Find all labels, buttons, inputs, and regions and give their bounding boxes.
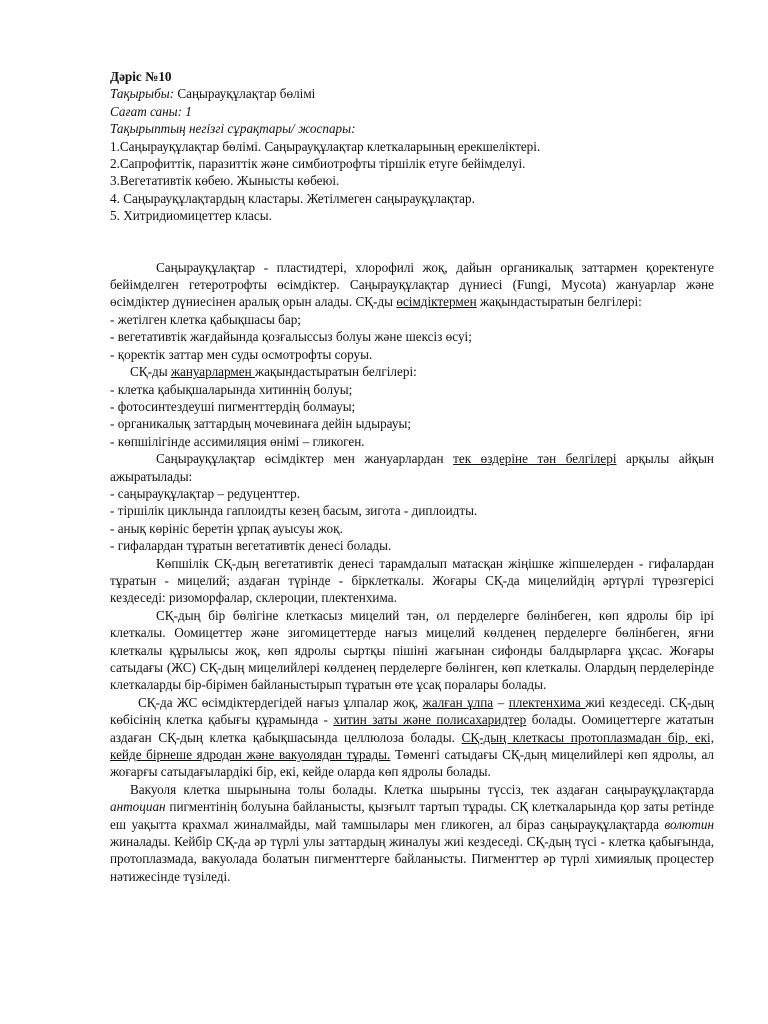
tissues-underline-3: хитин заты және полисахаридтер [333,712,527,728]
paragraph-septa: СҚ-дың бір бөлігіне клеткасыз мицелий тән, ол перделерге бөлінбеген, көп ядролы бір ірі клеткалы. Оомицеттер және зигомицеттерде нағыз мицелий көлденең перделерге бөлінбеген, яғни клеткалы құрылысы жоқ, көп ядролы сыртқы пішіні жағынан сифонды балдырларға ұқсас. Жоғары сатыдағы (ЖС) СҚ-дың мицелийлері көлденең перделерге бөлінген, көп клеткалы. Олардың перделерінде клеткаларды бір-бірімен байланыстырып тұратын өте ұсақ поралары болады. [110,607,714,693]
own-features-underline: тек өздеріне тән белгілері [453,451,617,467]
animal-list-item-2: - фотосинтездеуші пигменттердің болмауы; [110,398,356,414]
tissues-text-3: болады. Оомицеттерге жататын аздаған СҚ-дың клетка қабықшасында целлюлоза болады. [110,712,714,745]
plan-label: Тақырыптың негізгі сұрақтары/ жоспары: [110,121,356,137]
tissues-underline-1: жалған ұлпа [422,694,494,710]
vacuole-text-2: пигментінің болуына байланысты, қызғылт тартып тұрады. СҚ клеткаларында қор заты ретінде еш уақытта крахмал жиналмайды, май тамшылары мен гликоген, ал біраз саңырауқұлақтарда [110,799,714,832]
plan-item-5: 5. Хитридиомицеттер класы. [110,208,272,224]
plan-item-1: 1.Саңырауқұлақтар бөлімі. Саңырауқұлақтар клеткаларының ерекшеліктері. [110,138,541,154]
animal-list-item-4: - көпшілігінде ассимиляция өнімі – гликоген. [110,433,365,449]
vacuole-italic-2: волютин [664,816,714,832]
tissues-text-2: жиі кездеседі. СҚ-дың көбісінің клетка қабығы құрамында - [110,694,714,728]
paragraph-mycelium: Көпшілік СҚ-дың вегетативтік денесі тарамдалып матасқан жіңішке жіпшелерден - гифалардан тұратын - мицелий; аздаған түрінде - бірклеткалы. Жоғары СҚ-да мицелийдің әртүрлі түрөзгерісі кездеседі: ризоморфалар, склероции, плектенхима. [110,555,714,606]
animal-list-item-1: - клетка қабықшаларында хитиннің болуы; [110,381,353,397]
own-list-item-2: - тіршілік циклында гаплоидты кезең басым, зигота - диплоидты. [110,503,478,519]
plan-item-3: 3.Вегетативтік көбею. Жынысты көбеюі. [110,173,340,189]
paragraph-intro [110,259,714,311]
tissues-dash: – [493,694,509,710]
topic-line [110,85,714,102]
plant-list-item-3: - қоректік заттар мен суды осмотрофты соруы. [110,346,373,362]
own-list-item-1: - саңырауқұлақтар – редуценттер. [110,485,301,501]
own-list-item-4: - гифалардан тұратын вегетативтік денесі болады. [110,538,392,554]
vacuole-italic-1: антоциан [110,799,166,815]
intro-text: Саңырауқұлақтар - пластидтері, хлорофилі жоқ, дайын органикалық заттармен қоректенуге бейімделген гетеротрофты өсімдіктер. Саңырауқұлақтар дүниесі (Fungi, Mycota) жануарлар және өсімдіктер дүниесінен аралық орын алады. СҚ-ды [110,259,714,310]
animal-heading-end: жақындастыратын белгілері: [254,364,417,380]
intro-text-end: жақындастыратын белгілері: [476,294,642,310]
vacuole-text-3: жиналады. Кейбір СҚ-да әр түрлі улы заттардың жиналуы жиі кездеседі. СҚ-дың түсі - клетка қабығында, протоплазмада, вакуолада болатын пигменттерге байланысты. Пигменттер әр түрлі химиялық процестер нәтижесінде түзіледі. [110,834,714,884]
section-gap [110,225,714,259]
topic-text: Саңырауқұлақтар бөлімі [174,86,316,102]
lecture-title: Дәріс №10 [110,69,172,84]
tissues-text: СҚ-да ЖС өсімдіктердегідей нағыз ұлпалар жоқ, [138,694,423,710]
own-features-end: арқылы айқын ажыратылады: [110,451,714,484]
paragraph-vacuole [110,781,714,885]
tissues-text-4: Төменгі сатыдағы СҚ-дың мицелийлері көп ядролы, ал жоғарғы сатыдағылардікі бір, екі, кейде оларда көп ядролы болады. [110,747,715,780]
own-list-item-3: - анық көрініс беретін ұрпақ ауысуы жоқ. [110,520,343,536]
animal-heading-text: СҚ-ды [130,364,171,380]
plant-list-item-2: - вегетативтік жағдайында қозғалыссыз болуы және шексіз өсуі; [110,329,472,345]
intro-underline: өсімдіктермен [396,294,477,310]
paragraph-tissues [110,694,714,781]
hours-line: Сағат саны: 1 [110,103,192,119]
paragraph-own-features [110,450,714,485]
plan-item-4: 4. Саңырауқұлақтардың кластары. Жетілмеген саңырауқұлақтар. [110,190,475,206]
tissues-underline-2: плектенхима [508,694,586,710]
animal-heading-underline: жануарлармен [170,364,255,380]
tissues-underline-4: СҚ-дың клеткасы протоплазмадан бір, екі, кейде бірнеше ядродан және вакуолядан тұрады. [110,729,714,763]
plant-list-item-1: - жетілген клетка қабықшасы бар; [110,311,301,327]
vacuole-text: Вакуоля клетка шырынына толы болады. Клетка шырыны түссіз, тек аздаған саңырауқұлақтарда [130,781,714,797]
animal-list-item-3: - органикалық заттардың мочевинаға дейін ыдырауы; [110,416,411,432]
paragraph-animal-heading [110,363,714,380]
document-page [110,68,714,885]
topic-label: Тақырыбы: [110,86,175,102]
plan-item-2: 2.Сапрофиттік, паразиттік және симбиотрофты тіршілік етуге бейімделуі. [110,156,526,172]
own-features-text: Саңырауқұлақтар өсімдіктер мен жануарлардан [156,451,454,467]
